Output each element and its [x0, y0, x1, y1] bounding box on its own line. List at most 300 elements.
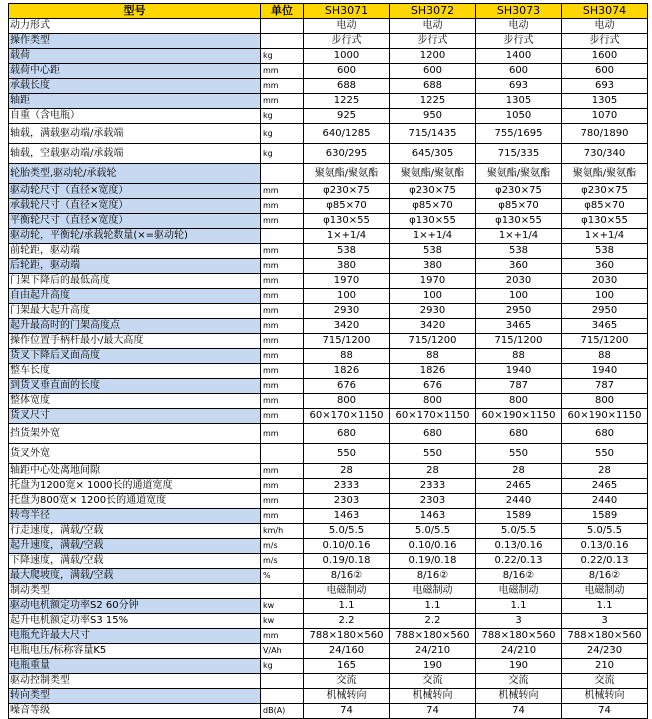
table-row — [9, 464, 648, 479]
row-value-model-4: 8/16② — [562, 569, 648, 584]
row-value-model-1: 2930 — [304, 304, 390, 319]
row-label: 电瓶电压/标称容量K5 — [9, 644, 261, 659]
table-row — [9, 304, 648, 319]
table-row — [9, 214, 648, 229]
row-value-model-4: 1070 — [562, 109, 648, 124]
row-value-model-2: 1.1 — [390, 599, 476, 614]
row-value-model-4: 74 — [562, 704, 648, 719]
table-row — [9, 569, 648, 584]
row-value-model-3: 1050 — [476, 109, 562, 124]
table-row — [9, 334, 648, 349]
row-value-model-2: 800 — [390, 394, 476, 409]
table-row — [9, 184, 648, 199]
row-value-model-2: 聚氨酯/聚氨酯 — [390, 164, 476, 184]
row-value-model-2: 2303 — [390, 494, 476, 509]
row-value-model-4: 1940 — [562, 364, 648, 379]
row-value-model-4: 100 — [562, 289, 648, 304]
row-label: 货叉尺寸 — [9, 409, 261, 424]
row-unit — [261, 689, 304, 704]
row-label: 门架下降后的最低高度 — [9, 274, 261, 289]
header-model-1: SH3071 — [304, 4, 390, 19]
row-value-model-4: 聚氨酯/聚氨酯 — [562, 164, 648, 184]
row-value-model-2: 2.2 — [390, 614, 476, 629]
table-row — [9, 704, 648, 719]
row-unit: kw — [261, 614, 304, 629]
row-value-model-1: 640/1285 — [304, 124, 390, 144]
row-value-model-2: 715/1200 — [390, 334, 476, 349]
row-label: 起升速度，满载/空载 — [9, 539, 261, 554]
row-value-model-1: 聚氨酯/聚氨酯 — [304, 164, 390, 184]
row-unit: mm — [261, 79, 304, 94]
row-value-model-2: 28 — [390, 464, 476, 479]
row-label: 托盘为800宽× 1200长的通道宽度 — [9, 494, 261, 509]
row-unit: kw — [261, 599, 304, 614]
row-unit — [261, 34, 304, 49]
row-unit: km/h — [261, 524, 304, 539]
table-row — [9, 244, 648, 259]
row-value-model-3: 60×190×1150 — [476, 409, 562, 424]
table-row — [9, 144, 648, 164]
row-value-model-3: 715/1200 — [476, 334, 562, 349]
table-row — [9, 554, 648, 569]
row-value-model-1: φ85×70 — [304, 199, 390, 214]
row-value-model-3: 1×+1/4 — [476, 229, 562, 244]
row-value-model-4: 680 — [562, 424, 648, 444]
row-label: 操作位置手柄杆最小/最大高度 — [9, 334, 261, 349]
table-row — [9, 364, 648, 379]
row-unit: kg — [261, 124, 304, 144]
table-row — [9, 229, 648, 244]
row-value-model-1: 1×+1/4 — [304, 229, 390, 244]
spec-table-container — [8, 3, 648, 719]
row-value-model-3: 步行式 — [476, 34, 562, 49]
table-row — [9, 109, 648, 124]
row-value-model-3: 1.1 — [476, 599, 562, 614]
row-unit: mm — [261, 464, 304, 479]
row-value-model-3: 0.22/0.13 — [476, 554, 562, 569]
row-unit: kg — [261, 144, 304, 164]
row-value-model-2: 5.0/5.5 — [390, 524, 476, 539]
row-value-model-1: 24/160 — [304, 644, 390, 659]
row-unit: mm — [261, 479, 304, 494]
row-value-model-4: 步行式 — [562, 34, 648, 49]
row-value-model-1: 550 — [304, 444, 390, 464]
table-row — [9, 164, 648, 184]
row-unit: kg — [261, 109, 304, 124]
row-label: 操作类型 — [9, 34, 261, 49]
row-unit: mm — [261, 94, 304, 109]
row-value-model-2: 1225 — [390, 94, 476, 109]
row-value-model-1: 28 — [304, 464, 390, 479]
table-row — [9, 614, 648, 629]
row-value-model-2: 550 — [390, 444, 476, 464]
row-value-model-2: 3420 — [390, 319, 476, 334]
row-unit: mm — [261, 394, 304, 409]
row-unit: mm — [261, 214, 304, 229]
row-value-model-1: 电磁制动 — [304, 584, 390, 599]
row-value-model-4: 715/1200 — [562, 334, 648, 349]
table-row — [9, 49, 648, 64]
row-value-model-1: φ130×55 — [304, 214, 390, 229]
row-value-model-3: 2465 — [476, 479, 562, 494]
row-value-model-4: 550 — [562, 444, 648, 464]
row-unit: mm — [261, 334, 304, 349]
row-value-model-2: 0.19/0.18 — [390, 554, 476, 569]
row-value-model-3: 100 — [476, 289, 562, 304]
row-label: 载荷中心距 — [9, 64, 261, 79]
row-value-model-1: 电动 — [304, 19, 390, 34]
row-value-model-2: 8/16② — [390, 569, 476, 584]
row-value-model-3: 0.13/0.16 — [476, 539, 562, 554]
table-row — [9, 94, 648, 109]
row-value-model-1: 60×170×1150 — [304, 409, 390, 424]
row-value-model-3: 787 — [476, 379, 562, 394]
row-value-model-1: 0.19/0.18 — [304, 554, 390, 569]
header-label: 型号 — [9, 4, 261, 19]
header-model-4: SH3074 — [562, 4, 648, 19]
row-value-model-3: φ130×55 — [476, 214, 562, 229]
row-unit: mm — [261, 509, 304, 524]
row-value-model-1: 788×180×560 — [304, 629, 390, 644]
row-unit: V/Ah — [261, 644, 304, 659]
row-label: 电瓶允许最大尺寸 — [9, 629, 261, 644]
row-unit: mm — [261, 304, 304, 319]
row-value-model-2: φ230×75 — [390, 184, 476, 199]
row-value-model-1: 2333 — [304, 479, 390, 494]
row-value-model-4: 1×+1/4 — [562, 229, 648, 244]
row-label: 前轮距，驱动端 — [9, 244, 261, 259]
row-value-model-4: 5.0/5.5 — [562, 524, 648, 539]
table-row — [9, 479, 648, 494]
row-unit: mm — [261, 424, 304, 444]
row-value-model-4: 1589 — [562, 509, 648, 524]
row-value-model-3: 1400 — [476, 49, 562, 64]
row-unit: mm — [261, 184, 304, 199]
row-unit: mm — [261, 259, 304, 274]
row-value-model-1: 1463 — [304, 509, 390, 524]
row-value-model-4: 3465 — [562, 319, 648, 334]
row-value-model-2: 680 — [390, 424, 476, 444]
row-value-model-3: 24/210 — [476, 644, 562, 659]
row-unit: mm — [261, 409, 304, 424]
row-value-model-4: 600 — [562, 64, 648, 79]
row-value-model-1: 交流 — [304, 674, 390, 689]
row-value-model-1: 688 — [304, 79, 390, 94]
row-unit: kg — [261, 49, 304, 64]
row-unit: kg — [261, 659, 304, 674]
row-value-model-1: 88 — [304, 349, 390, 364]
row-value-model-4: 2465 — [562, 479, 648, 494]
row-value-model-4: 787 — [562, 379, 648, 394]
row-unit: dB(A) — [261, 704, 304, 719]
row-value-model-4: 788×180×560 — [562, 629, 648, 644]
row-value-model-2: 1826 — [390, 364, 476, 379]
row-value-model-4: 730/340 — [562, 144, 648, 164]
row-label: 承载长度 — [9, 79, 261, 94]
row-label: 承载轮尺寸（直径×宽度） — [9, 199, 261, 214]
row-unit: mm — [261, 199, 304, 214]
row-value-model-3: 3465 — [476, 319, 562, 334]
table-row — [9, 379, 648, 394]
row-unit: mm — [261, 379, 304, 394]
row-unit — [261, 164, 304, 184]
row-label: 驱动轮，平衡轮/承载轮数量(×=驱动轮) — [9, 229, 261, 244]
row-value-model-1: 机械转向 — [304, 689, 390, 704]
row-label: 平衡轮尺寸（直径×宽度） — [9, 214, 261, 229]
row-value-model-4: 538 — [562, 244, 648, 259]
table-row — [9, 319, 648, 334]
row-value-model-3: 1305 — [476, 94, 562, 109]
row-label: 起升最高时的门架高度点 — [9, 319, 261, 334]
row-value-model-3: 2440 — [476, 494, 562, 509]
row-value-model-2: 380 — [390, 259, 476, 274]
header-row — [9, 4, 648, 19]
header-model-3: SH3073 — [476, 4, 562, 19]
row-value-model-2: 190 — [390, 659, 476, 674]
table-row — [9, 124, 648, 144]
row-unit: mm — [261, 364, 304, 379]
row-value-model-2: 机械转向 — [390, 689, 476, 704]
row-value-model-1: 2303 — [304, 494, 390, 509]
row-unit: mm — [261, 289, 304, 304]
row-unit: mm — [261, 629, 304, 644]
row-value-model-1: 630/295 — [304, 144, 390, 164]
row-value-model-2: 步行式 — [390, 34, 476, 49]
row-value-model-4: 88 — [562, 349, 648, 364]
row-unit: m/s — [261, 539, 304, 554]
table-row — [9, 424, 648, 444]
row-value-model-3: 360 — [476, 259, 562, 274]
row-value-model-2: 2930 — [390, 304, 476, 319]
row-value-model-2: φ85×70 — [390, 199, 476, 214]
row-value-model-1: 1970 — [304, 274, 390, 289]
row-label: 行走速度，满载/空载 — [9, 524, 261, 539]
row-value-model-3: 2950 — [476, 304, 562, 319]
row-value-model-1: 100 — [304, 289, 390, 304]
row-value-model-3: 788×180×560 — [476, 629, 562, 644]
row-value-model-1: 1000 — [304, 49, 390, 64]
row-unit — [261, 584, 304, 599]
row-value-model-1: φ230×75 — [304, 184, 390, 199]
row-value-model-4: 0.13/0.16 — [562, 539, 648, 554]
table-row — [9, 584, 648, 599]
row-value-model-2: 60×170×1150 — [390, 409, 476, 424]
row-value-model-4: 60×190×1150 — [562, 409, 648, 424]
row-value-model-3: 机械转向 — [476, 689, 562, 704]
row-value-model-4: 1600 — [562, 49, 648, 64]
table-row — [9, 644, 648, 659]
row-label: 轴距中心处离地间隙 — [9, 464, 261, 479]
row-value-model-1: 8/16② — [304, 569, 390, 584]
row-label: 驱动控制类型 — [9, 674, 261, 689]
row-label: 到货叉垂直面的长度 — [9, 379, 261, 394]
row-label: 轴距 — [9, 94, 261, 109]
row-unit: mm — [261, 349, 304, 364]
row-label: 货叉外宽 — [9, 444, 261, 464]
row-value-model-2: 715/1435 — [390, 124, 476, 144]
row-value-model-3: 190 — [476, 659, 562, 674]
row-value-model-4: 800 — [562, 394, 648, 409]
row-unit: m/s — [261, 554, 304, 569]
row-value-model-1: 680 — [304, 424, 390, 444]
row-value-model-4: 2950 — [562, 304, 648, 319]
row-label: 驱动电机额定功率S2 60分钟 — [9, 599, 261, 614]
row-value-model-4: 693 — [562, 79, 648, 94]
row-value-model-3: 交流 — [476, 674, 562, 689]
row-value-model-1: 676 — [304, 379, 390, 394]
row-value-model-2: 1463 — [390, 509, 476, 524]
row-value-model-3: φ230×75 — [476, 184, 562, 199]
row-value-model-3: 5.0/5.5 — [476, 524, 562, 539]
row-label: 自重（含电瓶） — [9, 109, 261, 124]
row-unit: mm — [261, 244, 304, 259]
row-value-model-4: 0.22/0.13 — [562, 554, 648, 569]
row-label: 最大爬坡度，满载/空载 — [9, 569, 261, 584]
row-value-model-2: 600 — [390, 64, 476, 79]
row-label: 驱动轮尺寸（直径×宽度） — [9, 184, 261, 199]
table-row — [9, 409, 648, 424]
table-row — [9, 289, 648, 304]
table-row — [9, 19, 648, 34]
row-value-model-3: 538 — [476, 244, 562, 259]
row-value-model-2: 645/305 — [390, 144, 476, 164]
row-value-model-4: 360 — [562, 259, 648, 274]
row-unit: mm — [261, 319, 304, 334]
table-row — [9, 539, 648, 554]
row-value-model-4: 电磁制动 — [562, 584, 648, 599]
row-label: 转弯半径 — [9, 509, 261, 524]
row-value-model-2: 100 — [390, 289, 476, 304]
table-row — [9, 674, 648, 689]
header-unit: 单位 — [261, 4, 304, 19]
row-label: 门架最大起升高度 — [9, 304, 261, 319]
row-label: 起升电机额定功率S3 15% — [9, 614, 261, 629]
row-value-model-2: 950 — [390, 109, 476, 124]
row-value-model-2: 24/210 — [390, 644, 476, 659]
row-value-model-4: 交流 — [562, 674, 648, 689]
row-value-model-2: 1200 — [390, 49, 476, 64]
row-label: 转向类型 — [9, 689, 261, 704]
table-row — [9, 79, 648, 94]
row-value-model-4: 3 — [562, 614, 648, 629]
row-value-model-3: 550 — [476, 444, 562, 464]
row-value-model-3: 1940 — [476, 364, 562, 379]
spec-table — [8, 3, 648, 719]
row-value-model-1: 74 — [304, 704, 390, 719]
row-value-model-4: φ85×70 — [562, 199, 648, 214]
row-value-model-4: 28 — [562, 464, 648, 479]
table-row — [9, 259, 648, 274]
row-value-model-3: 2030 — [476, 274, 562, 289]
row-value-model-3: 电动 — [476, 19, 562, 34]
row-unit: mm — [261, 494, 304, 509]
row-value-model-1: 1.1 — [304, 599, 390, 614]
table-row — [9, 689, 648, 704]
row-value-model-3: 28 — [476, 464, 562, 479]
row-label: 后轮距，驱动端 — [9, 259, 261, 274]
row-label: 载荷 — [9, 49, 261, 64]
row-value-model-3: 800 — [476, 394, 562, 409]
row-value-model-3: 8/16② — [476, 569, 562, 584]
row-value-model-4: 2030 — [562, 274, 648, 289]
row-value-model-2: 1970 — [390, 274, 476, 289]
row-value-model-2: 交流 — [390, 674, 476, 689]
row-value-model-3: 715/335 — [476, 144, 562, 164]
row-value-model-1: 600 — [304, 64, 390, 79]
row-unit: % — [261, 569, 304, 584]
row-value-model-4: φ230×75 — [562, 184, 648, 199]
row-value-model-2: 电磁制动 — [390, 584, 476, 599]
table-row — [9, 274, 648, 289]
row-label: 货叉下降后叉面高度 — [9, 349, 261, 364]
row-value-model-1: 538 — [304, 244, 390, 259]
row-value-model-2: 688 — [390, 79, 476, 94]
row-value-model-2: 2333 — [390, 479, 476, 494]
row-value-model-3: 600 — [476, 64, 562, 79]
row-value-model-1: 800 — [304, 394, 390, 409]
row-value-model-4: 780/1890 — [562, 124, 648, 144]
row-value-model-4: 2440 — [562, 494, 648, 509]
row-label: 噪音等级 — [9, 704, 261, 719]
row-label: 轮胎类型,驱动轮/承载轮 — [9, 164, 261, 184]
row-value-model-2: 88 — [390, 349, 476, 364]
header-model-2: SH3072 — [390, 4, 476, 19]
table-row — [9, 524, 648, 539]
table-row — [9, 494, 648, 509]
row-value-model-4: 电动 — [562, 19, 648, 34]
table-row — [9, 509, 648, 524]
row-value-model-3: 74 — [476, 704, 562, 719]
row-value-model-3: 1589 — [476, 509, 562, 524]
row-value-model-4: 1.1 — [562, 599, 648, 614]
table-row — [9, 34, 648, 49]
row-value-model-4: 1305 — [562, 94, 648, 109]
row-value-model-4: 机械转向 — [562, 689, 648, 704]
row-value-model-4: 210 — [562, 659, 648, 674]
row-label: 整体宽度 — [9, 394, 261, 409]
row-value-model-3: 电磁制动 — [476, 584, 562, 599]
row-unit: mm — [261, 64, 304, 79]
table-row — [9, 629, 648, 644]
row-unit — [261, 444, 304, 464]
row-label: 整车长度 — [9, 364, 261, 379]
row-label: 自由起升高度 — [9, 289, 261, 304]
row-value-model-1: 925 — [304, 109, 390, 124]
row-label: 制动类型 — [9, 584, 261, 599]
row-value-model-2: 74 — [390, 704, 476, 719]
row-value-model-2: φ130×55 — [390, 214, 476, 229]
table-row — [9, 394, 648, 409]
row-value-model-3: 3 — [476, 614, 562, 629]
row-label: 挡货架外宽 — [9, 424, 261, 444]
row-value-model-3: 680 — [476, 424, 562, 444]
row-value-model-1: 0.10/0.16 — [304, 539, 390, 554]
row-value-model-2: 676 — [390, 379, 476, 394]
table-row — [9, 659, 648, 674]
row-label: 动力形式 — [9, 19, 261, 34]
row-value-model-1: 165 — [304, 659, 390, 674]
row-unit — [261, 674, 304, 689]
row-value-model-1: 步行式 — [304, 34, 390, 49]
row-value-model-1: 1225 — [304, 94, 390, 109]
row-value-model-2: 538 — [390, 244, 476, 259]
row-value-model-2: 电动 — [390, 19, 476, 34]
row-value-model-4: 24/230 — [562, 644, 648, 659]
row-unit: mm — [261, 274, 304, 289]
table-row — [9, 599, 648, 614]
table-row — [9, 64, 648, 79]
row-value-model-2: 1×+1/4 — [390, 229, 476, 244]
